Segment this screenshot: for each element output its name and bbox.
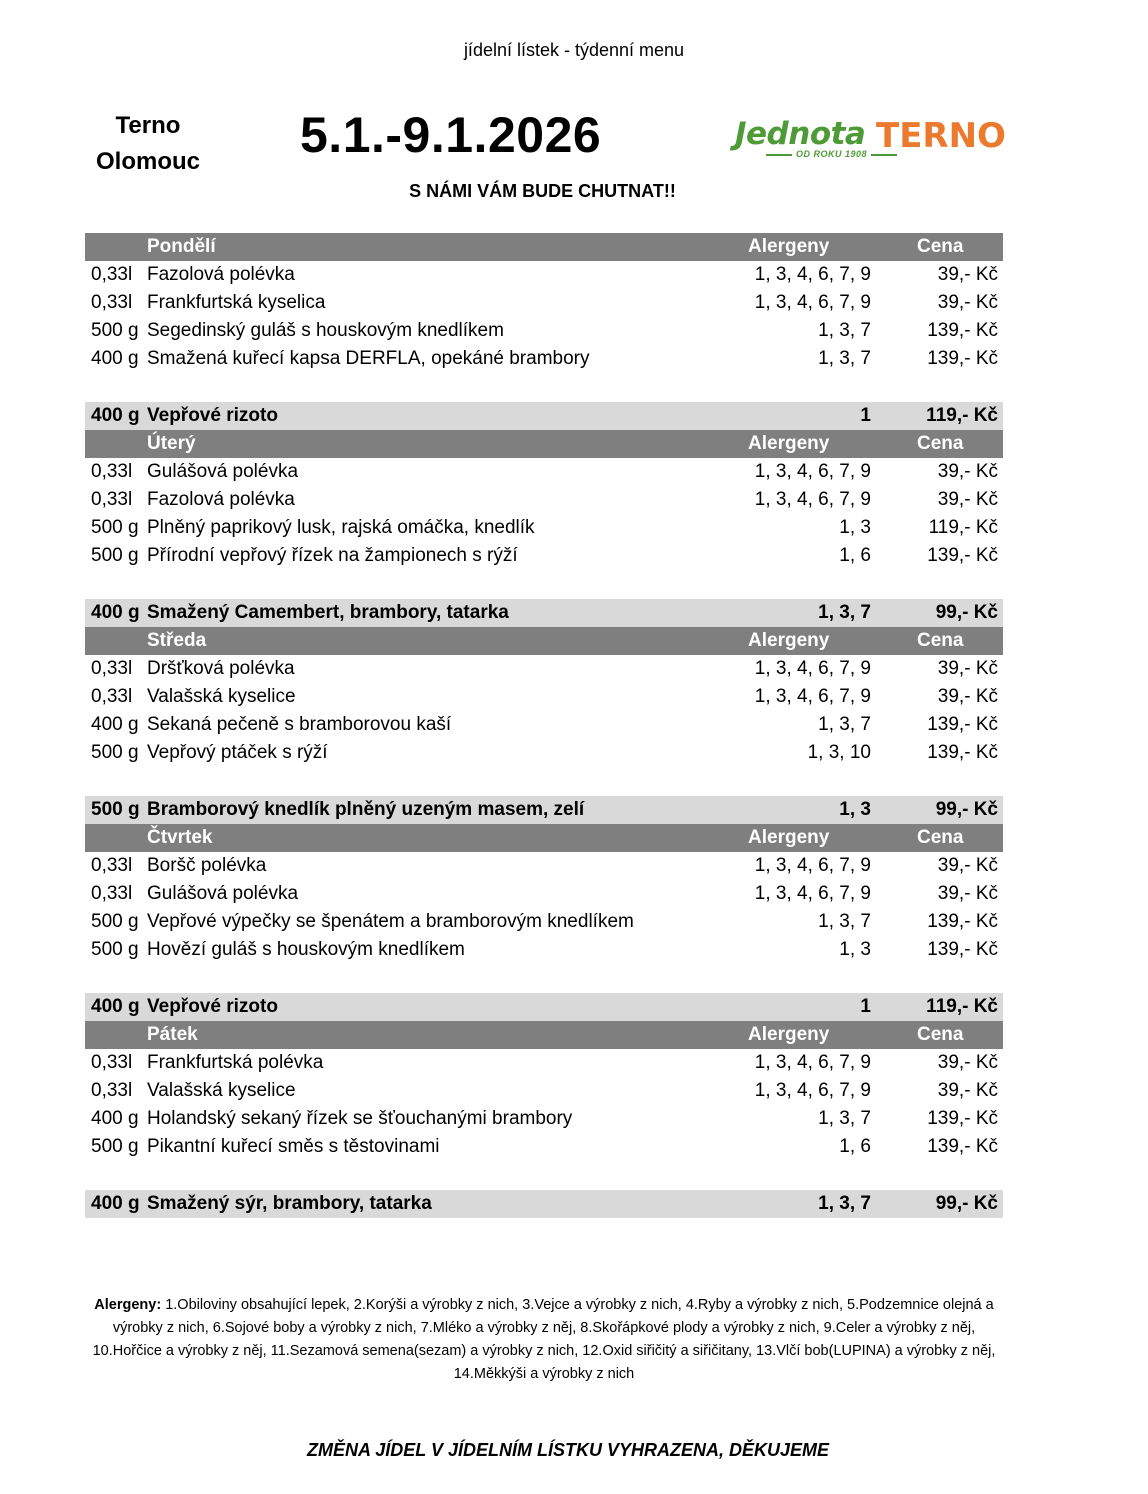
item-allergens: 1, 3, 4, 6, 7, 9 bbox=[754, 1080, 871, 1101]
document-title: jídelní lístek - týdenní menu bbox=[463, 40, 685, 60]
allergens-column-header: Alergeny bbox=[748, 1024, 830, 1045]
day-header-5 bbox=[85, 1021, 1003, 1049]
item-portion: 0,33l bbox=[91, 658, 133, 679]
menu-item-row bbox=[85, 261, 1003, 289]
item-allergens: 1, 3, 4, 6, 7, 9 bbox=[754, 292, 871, 313]
special-dish-name: Bramborový knedlík plněný uzeným masem, zelí bbox=[147, 799, 585, 820]
item-price: 39,- Kč bbox=[937, 686, 998, 707]
special-price: 99,- Kč bbox=[935, 602, 998, 623]
item-dish-name: Valašská kyselice bbox=[147, 1080, 296, 1101]
menu-item-row bbox=[85, 655, 1003, 683]
special-portion: 500 g bbox=[91, 799, 140, 820]
special-item-row bbox=[85, 796, 1003, 824]
special-price: 119,- Kč bbox=[926, 996, 998, 1017]
menu-item-row bbox=[85, 458, 1003, 486]
menu-item-row bbox=[85, 683, 1003, 711]
menu-item-row bbox=[85, 317, 1003, 345]
item-portion: 400 g bbox=[91, 348, 139, 369]
item-price: 139,- Kč bbox=[927, 545, 998, 566]
special-item-row bbox=[85, 402, 1003, 430]
item-portion: 0,33l bbox=[91, 883, 133, 904]
special-allergens: 1 bbox=[860, 405, 871, 426]
item-price: 139,- Kč bbox=[927, 348, 998, 369]
special-dish-name: Vepřové rizoto bbox=[147, 405, 278, 426]
special-price: 99,- Kč bbox=[935, 799, 998, 820]
day-header-4 bbox=[85, 824, 1003, 852]
price-column-header: Cena bbox=[917, 1024, 964, 1045]
store-name-line1: Terno bbox=[115, 112, 181, 139]
item-dish-name: Hovězí guláš s houskovým knedlíkem bbox=[147, 939, 465, 960]
special-price: 99,- Kč bbox=[935, 1193, 998, 1214]
special-allergens: 1, 3 bbox=[839, 799, 871, 820]
item-allergens: 1, 3, 7 bbox=[818, 1108, 871, 1129]
item-allergens: 1, 3, 4, 6, 7, 9 bbox=[754, 686, 871, 707]
item-dish-name: Valašská kyselice bbox=[147, 686, 296, 707]
item-dish-name: Plněný paprikový lusk, rajská omáčka, knedlík bbox=[147, 517, 535, 538]
item-dish-name: Holandský sekaný řízek se šťouchanými brambory bbox=[147, 1108, 573, 1129]
item-dish-name: Segedinský guláš s houskovým knedlíkem bbox=[147, 320, 504, 341]
slogan: S NÁMI VÁM BUDE CHUTNAT!! bbox=[409, 181, 676, 201]
item-price: 39,- Kč bbox=[937, 1052, 998, 1073]
special-portion: 400 g bbox=[91, 996, 140, 1017]
item-dish-name: Frankfurtská kyselica bbox=[147, 292, 326, 313]
item-allergens: 1, 3, 4, 6, 7, 9 bbox=[754, 658, 871, 679]
menu-dates: 5.1.-9.1.2026 bbox=[300, 107, 602, 163]
special-item-row bbox=[85, 1190, 1003, 1218]
item-dish-name: Vepřový ptáček s rýží bbox=[147, 742, 328, 763]
special-allergens: 1 bbox=[860, 996, 871, 1017]
item-portion: 500 g bbox=[91, 939, 139, 960]
row-spacer bbox=[85, 1161, 1003, 1190]
row-spacer bbox=[85, 570, 1003, 599]
item-dish-name: Gulášová polévka bbox=[147, 461, 299, 482]
item-price: 39,- Kč bbox=[937, 658, 998, 679]
day-header-2 bbox=[85, 430, 1003, 458]
item-portion: 0,33l bbox=[91, 489, 133, 510]
special-dish-name: Smažený sýr, brambory, tatarka bbox=[147, 1193, 432, 1214]
terno-logo: TERNO bbox=[876, 116, 1006, 156]
day-name: Středa bbox=[147, 630, 207, 651]
item-dish-name: Přírodní vepřový řízek na žampionech s rýží bbox=[147, 545, 518, 566]
price-column-header: Cena bbox=[917, 827, 964, 848]
item-portion: 500 g bbox=[91, 911, 139, 932]
day-name: Čtvrtek bbox=[147, 827, 213, 848]
footer-note: ZMĚNA JÍDEL V JÍDELNÍM LÍSTKU VYHRAZENA, DĚKUJEME bbox=[306, 1440, 830, 1460]
item-price: 139,- Kč bbox=[927, 742, 998, 763]
special-dish-name: Vepřové rizoto bbox=[147, 996, 278, 1017]
item-allergens: 1, 3, 7 bbox=[818, 348, 871, 369]
menu-item-row bbox=[85, 542, 1003, 570]
menu-item-row bbox=[85, 486, 1003, 514]
item-price: 39,- Kč bbox=[937, 489, 998, 510]
special-price: 119,- Kč bbox=[926, 405, 998, 426]
item-allergens: 1, 3, 10 bbox=[807, 742, 871, 763]
item-price: 139,- Kč bbox=[927, 1136, 998, 1157]
item-portion: 500 g bbox=[91, 545, 139, 566]
item-portion: 500 g bbox=[91, 320, 139, 341]
item-allergens: 1, 3 bbox=[839, 939, 871, 960]
day-name: Úterý bbox=[147, 433, 196, 454]
item-price: 39,- Kč bbox=[937, 855, 998, 876]
item-portion: 0,33l bbox=[91, 686, 133, 707]
item-dish-name: Smažená kuřecí kapsa DERFLA, opekáné brambory bbox=[147, 348, 590, 369]
item-allergens: 1, 6 bbox=[839, 1136, 871, 1157]
menu-item-row bbox=[85, 908, 1003, 936]
item-dish-name: Fazolová polévka bbox=[147, 264, 295, 285]
allergens-column-header: Alergeny bbox=[748, 630, 830, 651]
item-dish-name: Frankfurtská polévka bbox=[147, 1052, 324, 1073]
allergens-legend-label: Alergeny: bbox=[94, 1297, 162, 1313]
item-price: 39,- Kč bbox=[937, 264, 998, 285]
item-dish-name: Vepřové výpečky se špenátem a bramborovým knedlíkem bbox=[147, 911, 634, 932]
special-allergens: 1, 3, 7 bbox=[818, 602, 871, 623]
item-price: 39,- Kč bbox=[937, 292, 998, 313]
item-price: 139,- Kč bbox=[927, 939, 998, 960]
item-allergens: 1, 3, 4, 6, 7, 9 bbox=[754, 264, 871, 285]
menu-item-row bbox=[85, 289, 1003, 317]
item-dish-name: Dršťková polévka bbox=[147, 658, 295, 679]
item-price: 139,- Kč bbox=[927, 1108, 998, 1129]
item-price: 39,- Kč bbox=[937, 461, 998, 482]
item-allergens: 1, 3, 4, 6, 7, 9 bbox=[754, 489, 871, 510]
day-header-3 bbox=[85, 627, 1003, 655]
special-dish-name: Smažený Camembert, brambory, tatarka bbox=[147, 602, 509, 623]
store-name-line2: Olomouc bbox=[95, 148, 200, 175]
item-dish-name: Pikantní kuřecí směs s těstovinami bbox=[147, 1136, 440, 1157]
allergens-legend-text: 1.Obiloviny obsahující lepek, 2.Korýši a výrobky z nich, 3.Vejce a výrobky z nich, 4.Ryby a výrobky z nich, 5.Podzemnice olejná a výrobky z nich, 6.Sojové boby a výrobky z nich, 7.Mléko a výrobky z něj, 8.Skořápkové plody a výrobky z nich, 9.Celer a výrobky z něj, 10.Hořčice a výrobky z něj, 11.Sezamová semena(sezam) a výrobky z nich, 12.Oxid siřičitý a siřičitany, 13.Vlčí bob(LUPINA) a výrobky z něj, 14.Měkkýši a výrobky z nich bbox=[92, 1297, 996, 1382]
menu-item-row bbox=[85, 345, 1003, 373]
special-portion: 400 g bbox=[91, 405, 140, 426]
menu-item-row bbox=[85, 936, 1003, 964]
item-allergens: 1, 3, 4, 6, 7, 9 bbox=[754, 461, 871, 482]
item-dish-name: Sekaná pečeně s bramborovou kaší bbox=[147, 714, 452, 735]
item-portion: 500 g bbox=[91, 517, 139, 538]
menu-item-row bbox=[85, 514, 1003, 542]
item-price: 39,- Kč bbox=[937, 1080, 998, 1101]
item-portion: 400 g bbox=[91, 1108, 139, 1129]
allergens-column-header: Alergeny bbox=[748, 433, 830, 454]
item-allergens: 1, 3 bbox=[839, 517, 871, 538]
jednota-logo: Jednota bbox=[735, 116, 866, 152]
item-portion: 0,33l bbox=[91, 1080, 133, 1101]
menu-item-row bbox=[85, 880, 1003, 908]
row-spacer bbox=[85, 767, 1003, 796]
item-portion: 400 g bbox=[91, 714, 139, 735]
allergens-column-header: Alergeny bbox=[748, 827, 830, 848]
item-portion: 500 g bbox=[91, 742, 139, 763]
item-dish-name: Fazolová polévka bbox=[147, 489, 295, 510]
menu-item-row bbox=[85, 1049, 1003, 1077]
brand-logo bbox=[730, 116, 1030, 166]
item-allergens: 1, 3, 7 bbox=[818, 320, 871, 341]
menu-item-row bbox=[85, 1077, 1003, 1105]
item-dish-name: Gulášová polévka bbox=[147, 883, 299, 904]
special-portion: 400 g bbox=[91, 1193, 140, 1214]
price-column-header: Cena bbox=[917, 433, 964, 454]
price-column-header: Cena bbox=[917, 630, 964, 651]
item-portion: 500 g bbox=[91, 1136, 139, 1157]
item-price: 119,- Kč bbox=[928, 517, 998, 538]
menu-item-row bbox=[85, 1133, 1003, 1161]
special-item-row bbox=[85, 599, 1003, 627]
row-spacer bbox=[85, 964, 1003, 993]
menu-item-row bbox=[85, 739, 1003, 767]
item-portion: 0,33l bbox=[91, 855, 133, 876]
item-allergens: 1, 3, 4, 6, 7, 9 bbox=[754, 855, 871, 876]
item-allergens: 1, 3, 4, 6, 7, 9 bbox=[754, 883, 871, 904]
price-column-header: Cena bbox=[917, 236, 964, 257]
item-allergens: 1, 3, 7 bbox=[818, 714, 871, 735]
weekly-menu-table bbox=[85, 233, 1003, 1218]
allergens-column-header: Alergeny bbox=[748, 236, 830, 257]
item-price: 139,- Kč bbox=[927, 320, 998, 341]
special-allergens: 1, 3, 7 bbox=[818, 1193, 871, 1214]
item-price: 139,- Kč bbox=[927, 911, 998, 932]
item-price: 139,- Kč bbox=[927, 714, 998, 735]
item-allergens: 1, 3, 4, 6, 7, 9 bbox=[754, 1052, 871, 1073]
item-price: 39,- Kč bbox=[937, 883, 998, 904]
item-portion: 0,33l bbox=[91, 461, 133, 482]
item-portion: 0,33l bbox=[91, 292, 133, 313]
item-allergens: 1, 6 bbox=[839, 545, 871, 566]
special-item-row bbox=[85, 993, 1003, 1021]
day-header-1 bbox=[85, 233, 1003, 261]
item-portion: 0,33l bbox=[91, 264, 133, 285]
item-allergens: 1, 3, 7 bbox=[818, 911, 871, 932]
row-spacer bbox=[85, 373, 1003, 402]
store-name bbox=[78, 108, 218, 180]
item-dish-name: Boršč polévka bbox=[147, 855, 267, 876]
day-name: Pondělí bbox=[147, 236, 216, 257]
menu-item-row bbox=[85, 1105, 1003, 1133]
day-name: Pátek bbox=[147, 1024, 198, 1045]
allergens-legend bbox=[85, 1294, 1003, 1386]
menu-item-row bbox=[85, 852, 1003, 880]
special-portion: 400 g bbox=[91, 602, 140, 623]
jednota-logo-subtitle: OD ROKU 1908 bbox=[762, 149, 901, 159]
menu-item-row bbox=[85, 711, 1003, 739]
item-portion: 0,33l bbox=[91, 1052, 133, 1073]
